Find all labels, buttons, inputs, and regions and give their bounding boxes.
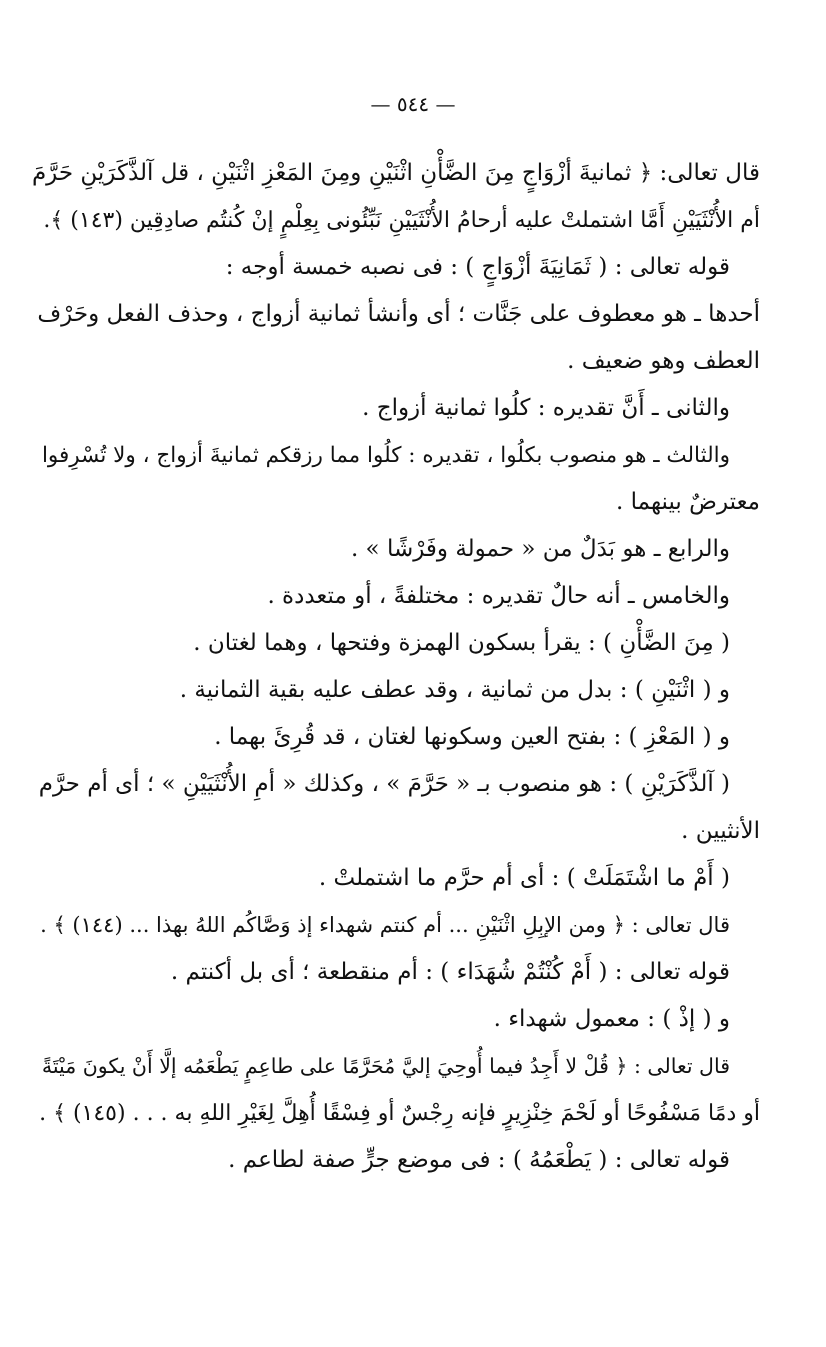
text-line: والخامس ـ أنه حالٌ تقديره : مختلفةً ، أو متعددة . <box>267 583 730 609</box>
text-line: ( أَمْ ما اشْتَمَلَتْ ) : أى أم حرَّم ما اشتملتْ . <box>318 865 730 891</box>
text-line: قال تعالى: ﴿ ثمانيةَ أزْوَاجٍ مِنَ الضَّأْنِ اثْنَيْنِ ومِنَ المَعْزِ اثْنَيْنِ ، قل آلذَّكَرَيْنِ حَرَّمَ <box>31 160 760 186</box>
text-line: قال تعالى : ﴿ ومن الإبِلِ اثْنَيْنِ ... أم كنتم شهداء إذ وَصَّاكُم اللهُ بهذا ... (١٤٤) ﴾ . <box>40 913 730 937</box>
text-line: أم الأُنْثَيَيْنِ أَمَّا اشتملتْ عليه أرحامُ الأُنْثَيَيْنِ نَبِّئُونى بِعِلْمٍ إنْ كُنتُم صادِقِين (١٤٣) ﴾. <box>43 208 760 233</box>
text-line: الأنثيين . <box>681 818 760 844</box>
text-line: أو دمًا مَسْفُوحًا أو لَحْمَ خِنْزِيرٍ فإنه رِجْسٌ أو فِسْقًا أُهِلَّ لِغَيْرِ اللهِ به . . . (١٤٥) ﴾ . <box>39 1101 760 1126</box>
text-line: العطف وهو ضعيف . <box>567 348 760 374</box>
text-line: أحدها ـ هو معطوف على جَنَّات ؛ أى وأنشأ ثمانية أزواج ، وحذف الفعل وحَرْف <box>37 301 760 327</box>
text-line: و ( إذْ ) : معمول شهداء . <box>493 1006 730 1032</box>
page-number: — ٥٤٤ — <box>370 92 456 116</box>
text-line: قوله تعالى : ( أَمْ كُنْتُمْ شُهَدَاء ) : أم منقطعة ؛ أى بل أكنتم . <box>170 959 730 985</box>
text-line: قوله تعالى : ( يَطْعَمُهُ ) : فى موضع جرٍّ صفة لطاعم . <box>228 1147 730 1173</box>
text-line: ( مِنَ الضَّأْنِ ) : يقرأ بسكون الهمزة وفتحها ، وهما لغتان . <box>193 630 730 656</box>
text-line: قوله تعالى : ( ثَمَانِيَةَ أزْوَاجٍ ) : فى نصبه خمسة أوجه : <box>225 254 730 280</box>
text-line: معترضٌ بينهما . <box>616 489 760 515</box>
text-line: والثانى ـ أَنَّ تقديره : كلُوا ثمانية أزواج . <box>362 395 730 421</box>
text-line: و ( اثْنَيْنِ ) : بدل من ثمانية ، وقد عطف عليه بقية الثمانية . <box>179 677 730 703</box>
text-line: والرابع ـ هو بَدَلٌ من « حمولة وفَرْشًا » . <box>350 536 730 562</box>
text-line: و ( المَعْزِ ) : بفتح العين وسكونها لغتان ، قد قُرِئَ بهما . <box>214 724 730 750</box>
page-body <box>28 150 760 1184</box>
text-line: قال تعالى : ﴿ قُلْ لا أَجِدُ فيما أُوحِيَ إليَّ مُحَرَّمًا على طاعِمٍ يَطْعَمُه إلَّا أَنْ يكونَ مَيْتَةً <box>41 1054 730 1078</box>
text-line: ( آلذَّكَرَيْنِ ) : هو منصوب بـ « حَرَّمَ » ، وكذلك « أمِ الأُنْثَيَيْنِ » ؛ أى أم حرَّم <box>38 771 730 797</box>
text-line: والثالث ـ هو منصوب بكلُوا ، تقديره : كلُوا مما رزقكم ثمانيةَ أزواج ، ولا تُسْرِفوا <box>41 443 730 468</box>
